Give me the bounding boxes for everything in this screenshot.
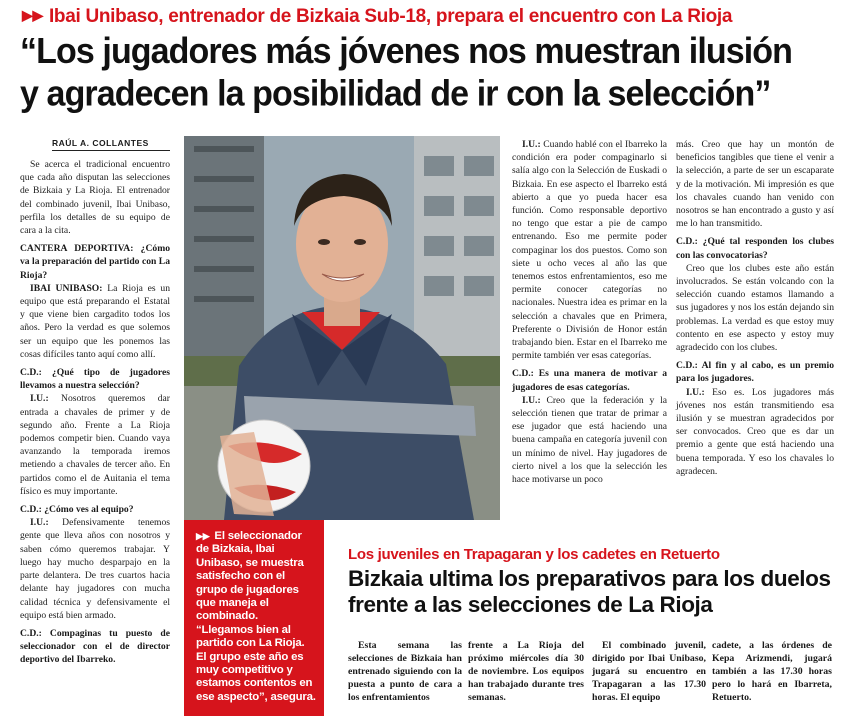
answer-text: Eso es. Los jugadores más jóvenes nos están transmitiendo esa ilusión y se muestran agradecidos por ser convocados. Creo que es dar un premio a gente que está haciendo una buena temporada. Y eso los chavales lo agradecen. [676, 386, 834, 477]
question: C.D.: Es una manera de motivar a jugadores de esas categorías. [512, 368, 667, 393]
continuation-paragraph: más. Creo que hay un montón de beneficios tangibles que tiene el venir a la selección, a parte de ser un escaparate y de la motivación. Mi impresión es que los chavales cuando han venido con nosotros se han encontrado a gusto y así me lo han transmitido. [676, 139, 834, 230]
answer-paragraph [20, 392, 170, 498]
answer-paragraph [676, 386, 834, 478]
headline-line-1: “Los jugadores más jóvenes nos muestran ilusión [20, 31, 793, 72]
speaker-label: I.U.: [522, 394, 541, 406]
question: C.D.: ¿Qué tal responden los clubes con las convocatorias? [676, 236, 834, 261]
answer-paragraph [20, 516, 170, 622]
answer-paragraph: Creo que los clubes este año están involucrados. Se están volcando con la selección cuando estamos llamando a sus jugadores y nos los están dejando sin problemas. La verdad es que estoy muy contento en ese aspecto y estoy muy agradecido con los clubes. [676, 262, 834, 354]
sidebar-column-3: El combinado juvenil, dirigido por Ibai Unibaso, jugará su encuentro en Trapagaran a las 17.30 horas. El equipo [592, 640, 706, 703]
column-1 [20, 158, 170, 667]
speaker-label: IBAI UNIBASO: [30, 282, 103, 294]
answer-text: Creo que la federación y la selección tienen que tratar de primar a ese jugador que está haciendo una buena campaña en categoría juvenil con un mínimo de nivel. Hay jugadores de cierto nivel a los que la selección les hace motivarse un poco [512, 394, 667, 486]
sidebar-column-1: Esta semana las selecciones de Bizkaia han entrenado siguiendo con la puesta a punto de cara a los enfrentamientos [348, 640, 462, 703]
coach-photo-illustration [184, 136, 500, 520]
sidebar-column-2: frente a La Rioja del próximo miércoles día 30 de noviembre. Los equipos han trabajado durante tres semanas. [468, 640, 584, 703]
byline: RAÚL A. COLLANTES [52, 138, 170, 151]
sidebar-kicker: Los juveniles en Trapagaran y los cadetes en Retuerto [348, 546, 720, 563]
question: C.D.: ¿Cómo ves al equipo? [20, 504, 134, 516]
intro-paragraph: Se acerca el tradicional encuentro que cada año disputan las selecciones de Bizkaia y La Rioja. El entrenador del combinado juvenil, Ibai Unibaso, perfila los detalles de su equipo de cara a la cita. [20, 159, 170, 237]
answer-text: La Rioja es un equipo que está preparando el Estatal y que viene bien cargadito todos los años. Pero la verdad es que solemos ser un equipo que les ponemos las cosas difíciles tanto aquí como allí. [20, 282, 170, 360]
article-kicker [22, 6, 842, 30]
question: C.D.: Al fin y al cabo, es un premio para los jugadores. [676, 360, 834, 385]
speaker-label: I.U.: [522, 139, 541, 150]
answer-text: Nosotros queremos dar entrada a chavales de primer y de segundo año. Frente a La Rioja podemos competir bien. Cuando vaya avanzando la temporada iremos metiendo a chavales de tercer año. En partidos como el de Auitania el tema físico es muy importante. [20, 393, 170, 497]
speaker-label: I.U.: [30, 517, 49, 529]
pull-quote-box [184, 520, 324, 716]
answer-text: Cuando hablé con el Ibarreko la condición era poder compaginarlo si salía algo con la Selección de Euskadi o Bizkaia. En ese aspecto el Ibarreko está abierto a que yo pueda hacer esa función. Como responsable deportivo no tengo que estar a pie de campo entrenando. Eso me permite poder compaginar los dos puestos. Como son siete u ocho veces al año las que tenemos estos enfrentamientos, eso me permite conocer categorías no nacionales. Nuestra idea es primar en la selección a chavales que en Primera, Preferente o División de Honor están trabajando bien. Estar en el Ibarreko me permite también ver esas categorías. [512, 139, 667, 362]
answer-paragraph [512, 394, 667, 486]
answer-text: Defensivamente tenemos gente que lleva años con nosotros y saben cómo queremos trabajar. Y luego hay mucho desparpajo en la parte delantera. De tres cuartos hacia delante hay jugadores con mucha calidad técnica y defensivamente el equipo está bien armado. [20, 517, 170, 621]
speaker-label: I.U.: [30, 393, 49, 405]
coach-photo [184, 136, 500, 520]
column-3 [676, 138, 834, 478]
speaker-label: I.U.: [686, 386, 705, 398]
sidebar-column-4: cadete, a las órdenes de Kepa Arizmendi, jugará también a las 17.30 horas pero lo hará en Ibarreta, Retuerto. [712, 640, 832, 703]
answer-paragraph [512, 138, 667, 362]
kicker-text: Ibai Unibaso, entrenador de Bizkaia Sub-18, prepara el encuentro con La Rioja [48, 6, 733, 27]
headline [20, 30, 850, 115]
question: C.D.: ¿Qué tipo de jugadores llevamos a nuestra selección? [20, 367, 170, 392]
double-arrow-icon: ▶▶ [22, 7, 43, 23]
question: CANTERA DEPORTIVA: ¿Cómo va la preparación del partido con La Rioja? [20, 243, 170, 281]
double-arrow-icon: ▶▶ [196, 531, 210, 541]
headline-line-2: y agradecen la posibilidad de ir con la selección” [20, 73, 771, 114]
pull-quote-text: El seleccionador de Bizkaia, Ibai Unibaso, se muestra satisfecho con el grupo de jugadores que maneja el combinado. “Llegamos bien al partido con La Rioja. El grupo este año es muy competitivo y estamos contentos en ese aspecto”, asegura. [196, 530, 316, 703]
answer-paragraph [20, 282, 170, 361]
column-2 [512, 138, 667, 486]
question: C.D.: Compaginas tu puesto de seleccionador con el de director deportivo del Ibarreko. [20, 627, 170, 666]
sidebar-headline: Bizkaia ultima los preparativos para los duelos frente a las selecciones de La Rioja [348, 566, 831, 617]
